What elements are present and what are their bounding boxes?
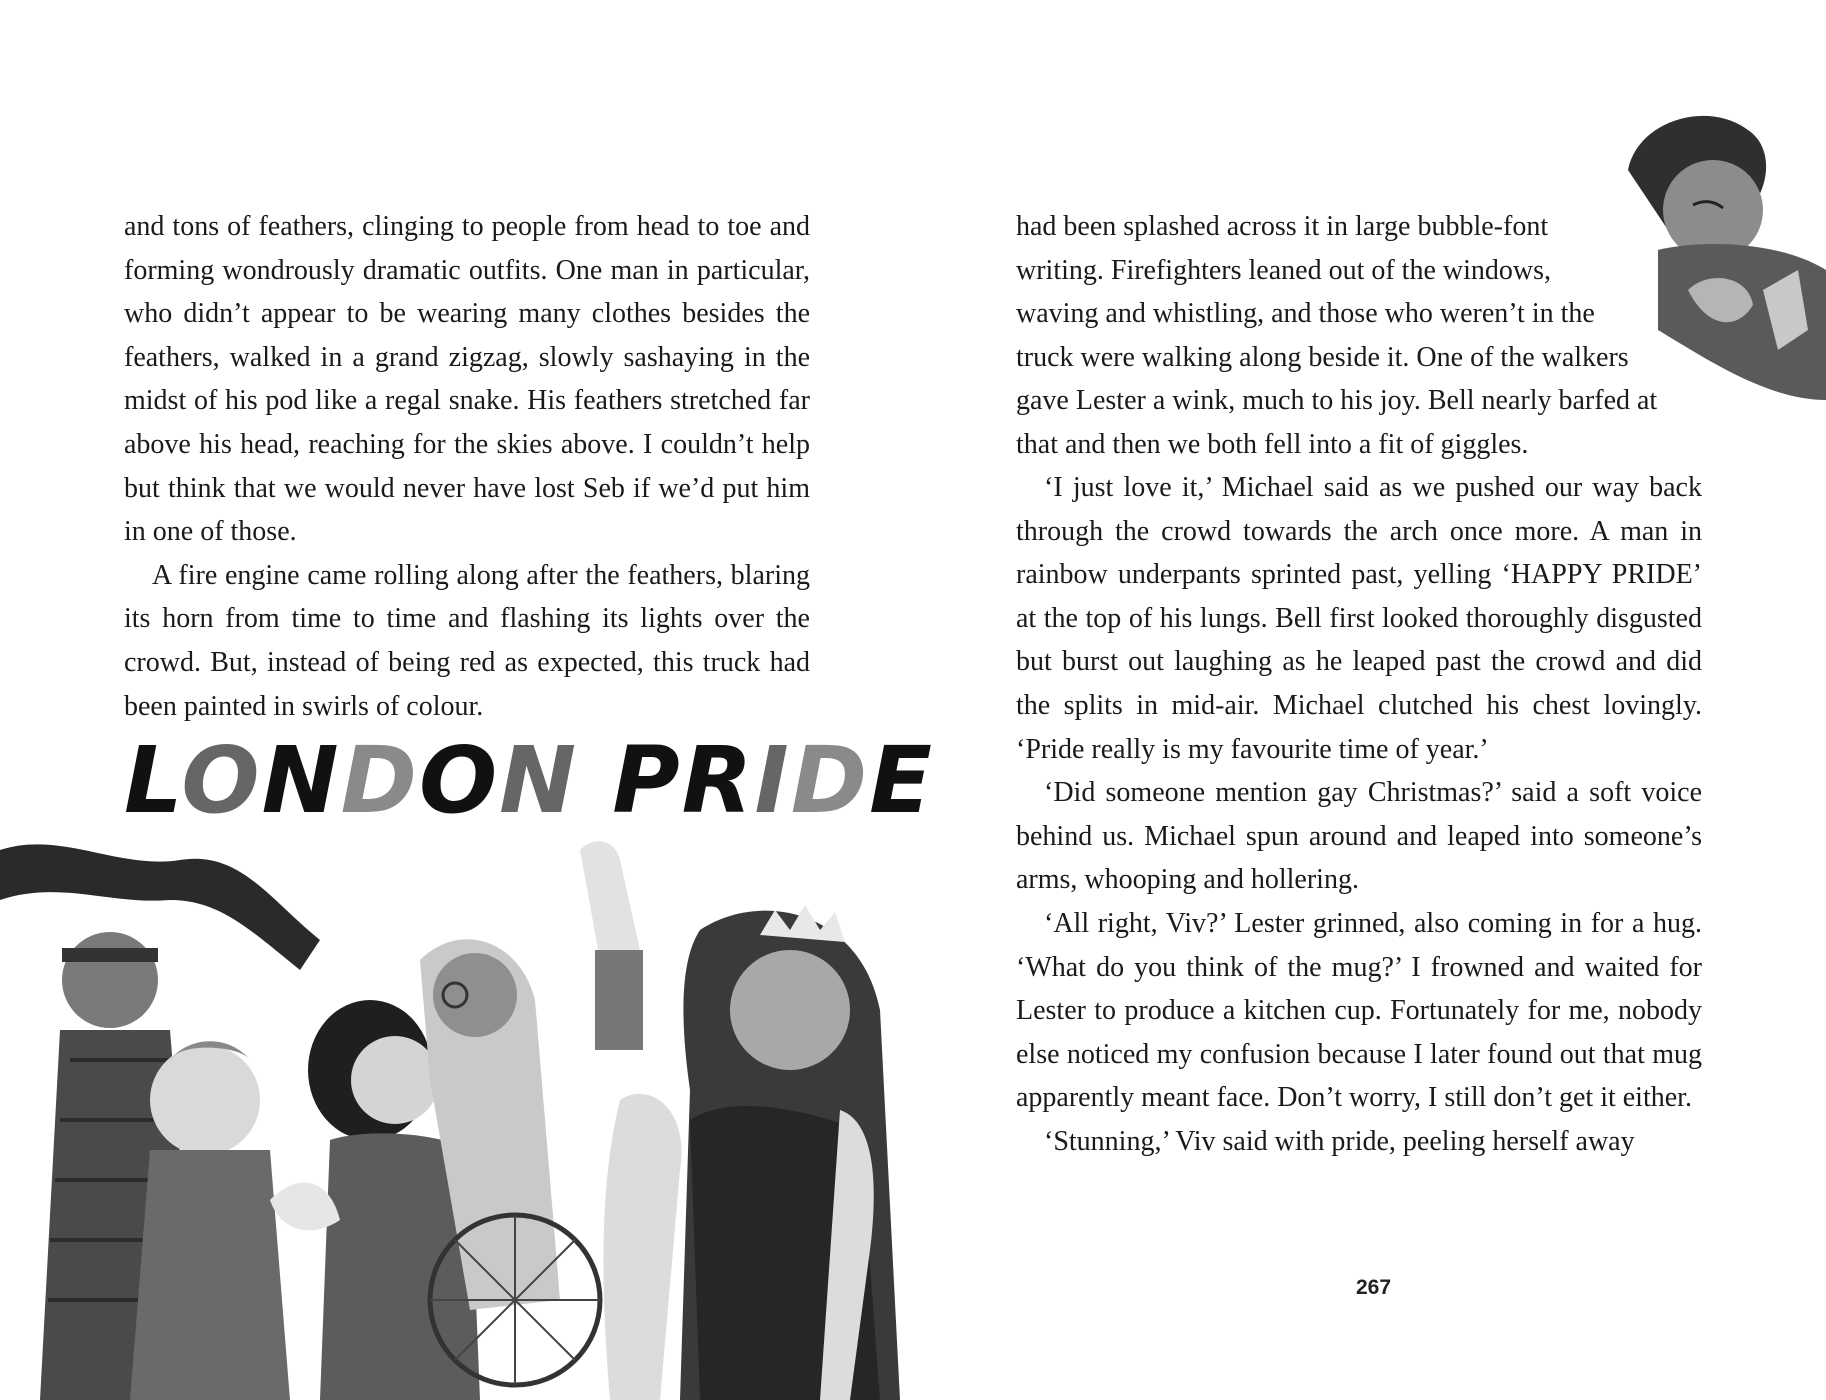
sign-letter: O [418,727,500,834]
page-number: 267 [1356,1276,1392,1299]
sign-letter: D [340,727,419,834]
sign-letter: P [612,727,682,834]
sign-letter: E [869,727,934,834]
right-page [913,0,1826,1400]
sign-letter: L [124,727,182,834]
left-paragraph-1: and tons of feathers, clinging to people from head to toe and forming wondrously dramatic outfits. One man in particular, who didn’t appear to be wearing many clothes besides the feathers, walked in a grand zigzag, slowly sashaying in the midst of his pod like a regal snake. His feathers stretched far above his head, reaching for the skies above. I couldn’t help but think that we would never have lost Seb if we’d put him in one of those. [124,211,810,548]
sign-letter: R [681,727,755,834]
sign-letter: N [261,727,341,834]
crowd-illustration [0,830,913,1400]
right-paragraph-4: ‘Stunning,’ Viv said with pride, peeling herself away [1044,1125,1635,1157]
left-paragraph-2: A fire engine came rolling along after the feathers, blaring its horn from time to time and flashing its lights over the crowd. But, instead of being red as expected, this truck had been painted in swirls of colour. [124,559,810,722]
right-paragraph-3: ‘All right, Viv?’ Lester grinned, also coming in for a hug. ‘What do you think of the mug?’ I frowned and waited for Lester to produce a kitchen cup. Fortunately for me, nobody else noticed my confusion because I later found out that mug apparently meant face. Don’t worry, I still don’t get it either. [1016,907,1702,1114]
sign-letter: O [181,727,262,834]
sign-space [578,727,612,834]
right-paragraph-1: ‘I just love it,’ Michael said as we pushed our way back through the crowd towards the arch once more. A man in rainbow underpants sprinted past, yelling ‘HAPPY PRIDE’ at the top of his lungs. Bell first looked thoroughly disgusted but burst out laughing as he leaped past the crowd and did the splits in mid-air. Michael clutched his chest lovingly. ‘Pride really is my favourite time of year.’ [1016,472,1702,765]
person-illustration [1508,100,1826,400]
london-pride-sign [124,727,934,834]
sign-letter: I [754,727,791,834]
text-line: had been splashed across it in large bubble-font [1016,211,1549,242]
text-line: gave Lester a wink, much to his joy. Bell nearly barfed at [1016,385,1658,417]
sign-letter: D [790,727,870,834]
text-line: waving and whistling, and those who weren’t in the [1016,298,1595,330]
left-body-text [124,205,810,728]
text-line: writing. Firefighters leaned out of the windows, [1016,254,1552,286]
right-paragraph-2: ‘Did someone mention gay Christmas?’ said a soft voice behind us. Michael spun around and leaped into someone’s arms, whooping and hollering. [1016,777,1702,896]
text-line: that and then we both fell into a fit of giggles. [1016,428,1529,460]
sign-letter: N [499,727,579,834]
text-line: truck were walking along beside it. One of the walkers [1016,341,1629,373]
right-body-text [1016,466,1702,1164]
